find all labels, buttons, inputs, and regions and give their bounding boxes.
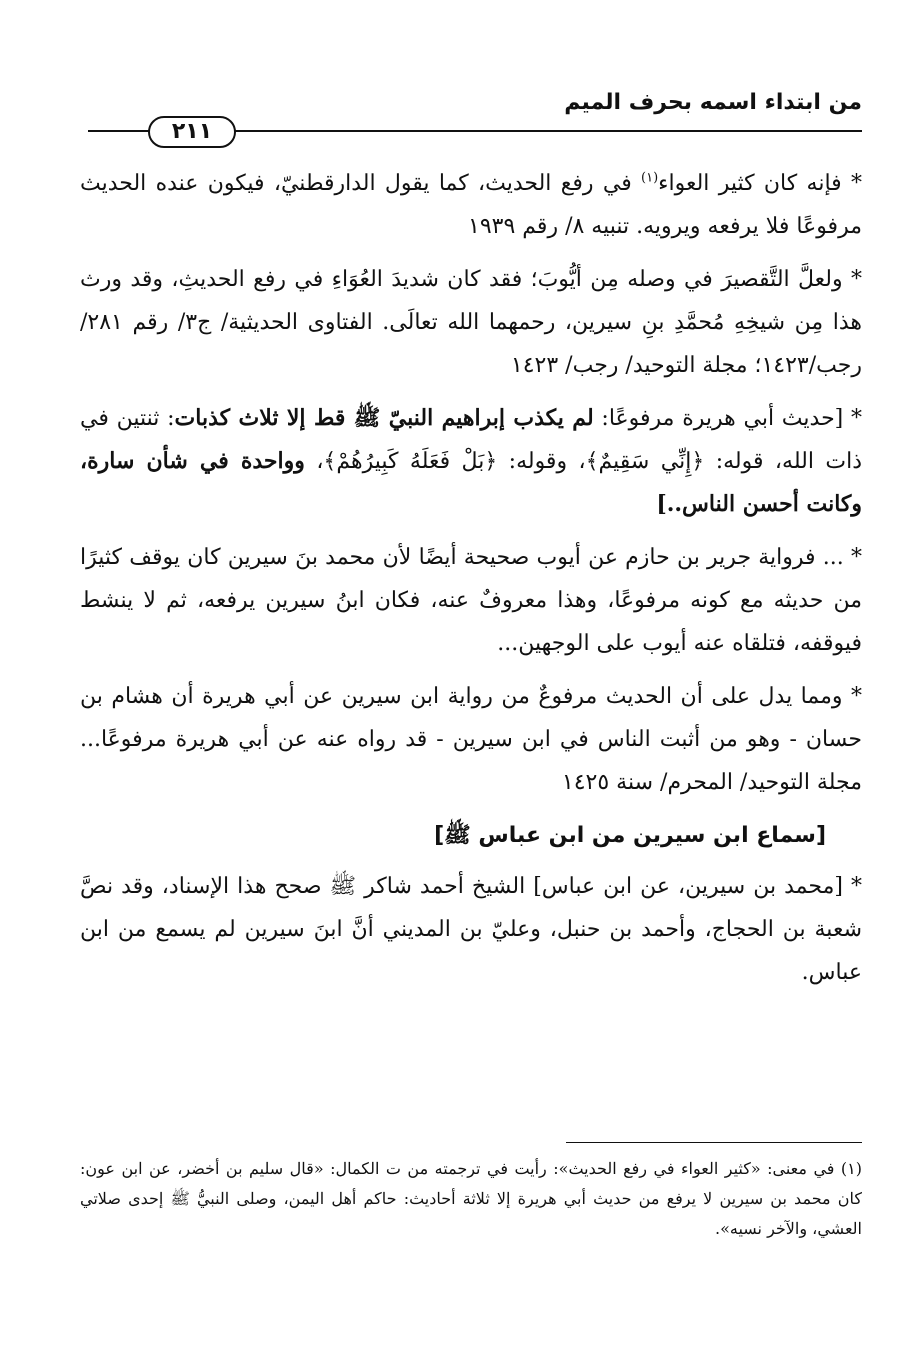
section-heading: [سماع ابن سيرين من ابن عباس ﷺ] <box>434 823 826 848</box>
footnote-1: (١) في معنى: «كثير العواء في رفع الحديث»: رأيت في ترجمته من ت الكمال: «قال سليم بن أخضر، عن ابن عون: كان محمد بن سيرين لا يرفع من حديث أبي هريرة إلا ثلاثة أحاديث: حاكم أهل اليمن، وصلى النبيُّ ﷺ إحدى صلاتي العشي، والآخر نسيه». <box>80 1159 862 1238</box>
paragraph-5: * ومما يدل على أن الحديث مرفوعٌ من رواية ابن سيرين عن أبي هريرة أن هشام بن حسان - وهو من أثبت الناس في ابن سيرين - قد رواه عنه عن أبي هريرة مرفوعًا... مجلة التوحيد/ المحرم/ سنة ١٤٢٥ <box>80 684 862 795</box>
body-text <box>80 162 862 1004</box>
hadith-text: لم يكذب إبراهيم النبيّ ﷺ قط إلا ثلاث كذبات <box>174 405 594 431</box>
paragraph-1 <box>80 162 862 248</box>
paragraph-3 <box>80 397 862 526</box>
running-head: من ابتداء اسمه بحرف الميم <box>564 90 862 115</box>
paragraph-3-start: * [حديث أبي هريرة مرفوعًا: <box>593 406 862 431</box>
hadith-tail: وواحدة في شأن سارة، وكانت أحسن الناس..] <box>80 448 862 517</box>
page-number: ٢١١ <box>148 116 236 148</box>
paragraph-1-start: * فإنه كان كثير العواء <box>658 171 862 196</box>
paragraph-2: * ولعلَّ التَّقصيرَ في وصله مِن أيُّوبَ؛ فقد كان شديدَ العُوَاءِ في رفع الحديثِ، وقد ورث هذا مِن شيخِهِ مُحمَّدِ بنِ سيرين، رحمهما الله تعالَى. الفتاوى الحديثية/ ج٣/ رقم ٢٨١/ رجب/١٤٢٣؛ مجلة التوحيد/ رجب/ ١٤٢٣ <box>80 267 862 378</box>
paragraph-3-middle: : ثنتين في ذات الله، قوله: ﴿إِنِّي سَقِيمٌ﴾، وقوله: ﴿بَلْ فَعَلَهُ كَبِيرُهُمْ﴾، <box>80 406 862 474</box>
paragraph-6: * [محمد بن سيرين، عن ابن عباس] الشيخ أحمد شاكر ﷺ صحح هذا الإسناد، وقد نصَّ شعبة بن الحجاج، وأحمد بن حنبل، وعليّ بن المديني أنَّ ابنَ سيرين لم يسمع من ابن عباس. <box>80 874 862 985</box>
paragraph-4: * ... فرواية جرير بن حازم عن أيوب صحيحة أيضًا لأن محمد بنَ سيرين كان يوقف كثيرًا من حديثه مع كونه مرفوعًا، وهذا معروفٌ عنه، فكان ابنُ سيرين يرفعه، ثم لا ينشط فيوقفه، فتلقاه عنه أيوب على الوجهين... <box>80 545 862 656</box>
footnotes <box>80 1154 862 1244</box>
footnote-reference: (١) <box>641 170 659 186</box>
paragraph-1-end: في رفع الحديث، كما يقول الدارقطنيّ، فيكون عنده الحديث مرفوعًا فلا يرفعه ويرويه. تنبيه ٨/ رقم ١٩٣٩ <box>80 171 862 239</box>
footnote-rule <box>566 1142 862 1143</box>
